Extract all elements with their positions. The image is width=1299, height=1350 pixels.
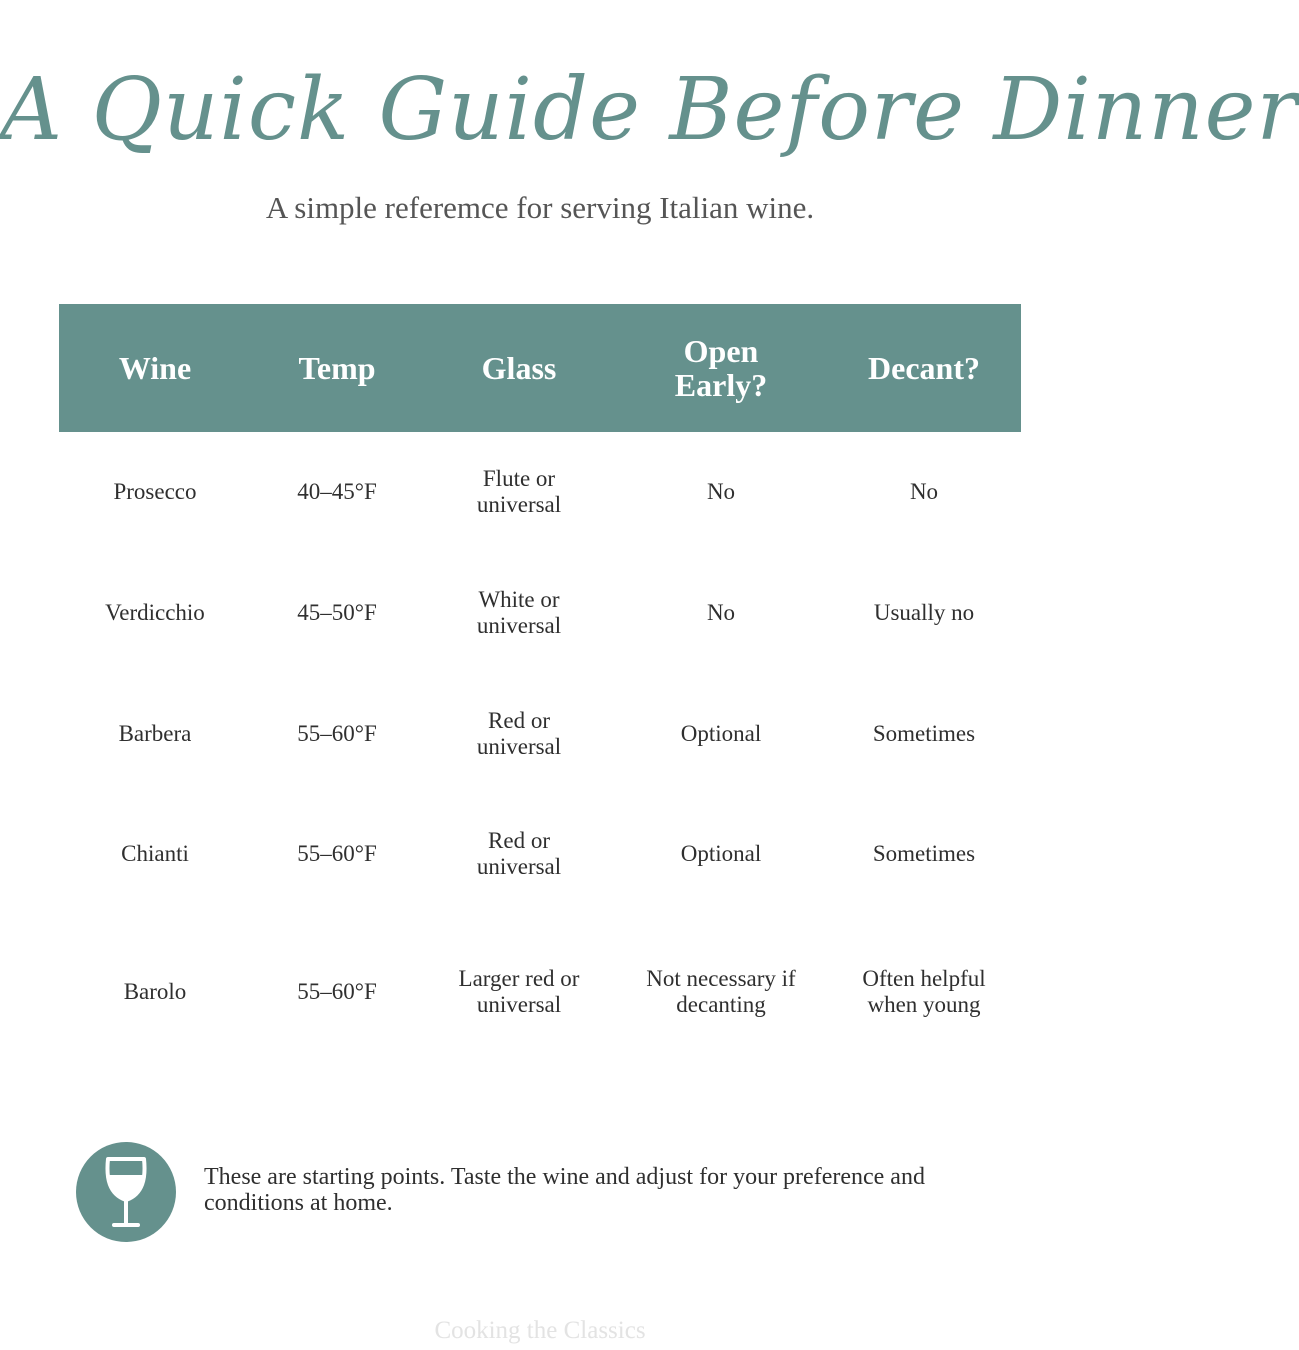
cell-temp: 45–50°F	[297, 599, 377, 625]
cell-glass: Larger red or universal	[458, 965, 580, 1017]
wine-glass-icon	[76, 1142, 176, 1242]
cell-open-early: Not necessary if decanting	[646, 965, 796, 1017]
wine-table	[59, 304, 1021, 1069]
footer-brand: Cooking the Classics	[434, 1317, 646, 1344]
cell-glass: White or universal	[476, 586, 562, 638]
cell-wine: Barolo	[123, 978, 187, 1004]
cell-temp: 55–60°F	[297, 841, 377, 866]
cell-open-early: Optional	[680, 841, 762, 866]
header-wine: Wine	[118, 350, 192, 386]
table-row	[59, 552, 1021, 673]
table-row	[59, 914, 1021, 1069]
cell-open-early: Optional	[680, 720, 762, 746]
page-subtitle: A simple referemce for serving Italian wine.	[265, 190, 815, 225]
cell-open-early: No	[706, 599, 736, 625]
cell-decant: Sometimes	[872, 720, 976, 746]
cell-temp: 40–45°F	[297, 479, 377, 504]
cell-wine: Verdicchio	[105, 599, 205, 625]
table-header	[59, 304, 1021, 432]
cell-wine: Prosecco	[113, 479, 197, 504]
cell-temp: 55–60°F	[297, 720, 377, 746]
header-temp: Temp	[298, 350, 376, 386]
header-open-early: Open Early?	[674, 333, 768, 403]
table-row	[59, 794, 1021, 914]
cell-glass: Red or universal	[476, 828, 562, 879]
cell-decant: Sometimes	[872, 841, 976, 866]
cell-glass: Flute or universal	[476, 466, 562, 517]
page-title: A Quick Guide Before Dinner	[0, 60, 1299, 160]
cell-wine: Barbera	[118, 720, 192, 746]
cell-temp: 55–60°F	[297, 978, 377, 1004]
cell-decant: Usually no	[873, 599, 975, 625]
tip-text: These are starting points. Taste the wine and adjust for your preference and conditions at home.	[204, 1164, 925, 1216]
cell-decant: No	[909, 479, 939, 504]
table-row	[59, 673, 1021, 794]
header-glass: Glass	[481, 350, 557, 386]
cell-decant: Often helpful when young	[862, 965, 986, 1017]
tip-note	[76, 1142, 1016, 1242]
cell-glass: Red or universal	[476, 707, 562, 759]
cell-open-early: No	[706, 479, 736, 504]
header-decant: Decant?	[868, 350, 980, 386]
cell-wine: Chianti	[121, 841, 189, 866]
table-row	[59, 432, 1021, 552]
